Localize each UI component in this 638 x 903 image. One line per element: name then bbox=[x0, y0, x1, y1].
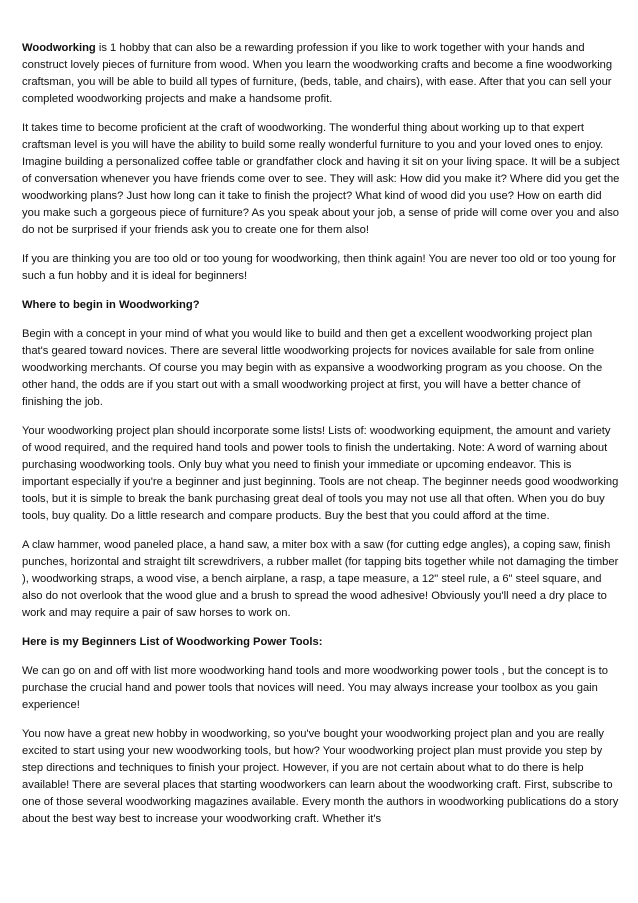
paragraph-age: If you are thinking you are too old or too young for woodworking, then think again! You are never too old or too young for such a fun hobby and it is ideal for beginners! bbox=[22, 253, 616, 282]
document-page bbox=[22, 40, 620, 840]
paragraph-hand-tools: A claw hammer, wood paneled place, a hand saw, a miter box with a saw (for cutting edge angles), a coping saw, finish punches, horizontal and straight tilt screwdrivers, a rubber mallet (for tapping bits together while not damaging the timber ), woodworking straps, a wood vise, a bench airplane, a rasp, a tape measure, a 12" steel rule, a 6" steel square, and also do not overlook that the wood glue and a brush to spread the wood adhesive! Obviously you'll need a dry place to work and may require a pair of saw horses to work on. bbox=[22, 539, 619, 619]
paragraph-toolbox: We can go on and off with list more woodworking hand tools and more woodworking power tools , but the concept is to purchase the crucial hand and power tools that novices will need. You may always increase your toolbox as you gain experience! bbox=[22, 665, 609, 711]
paragraph-intro bbox=[22, 40, 620, 108]
intro-text: is 1 hobby that can also be a rewarding profession if you like to work together with your hands and construct lovely pieces of furniture from wood. When you learn the woodworking crafts and become a fine woodworking craftsman, you will be able to build all types of furniture, (beds, table, and chairs), with ease. After that you can sell your completed woodworking projects and make a handsome profit. bbox=[22, 42, 613, 105]
heading-where-to-begin: Where to begin in Woodworking? bbox=[22, 299, 200, 311]
paragraph-new-hobby: You now have a great new hobby in woodworking, so you've bought your woodworking project plan and you are really excited to start using your new woodworking tools, but how? Your woodworking project plan must provide you step by step directions and techniques to finish your project. However, if you are not certain about what to do there is help available! There are several places that starting woodworkers can learn about the woodworking craft. First, subscribe to one of those several woodworking magazines available. Every month the authors in woodworking publications do a story about the best way best to increase your woodworking craft. Whether it's bbox=[22, 728, 619, 825]
paragraph-project-plan: Your woodworking project plan should incorporate some lists! Lists of: woodworking equipment, the amount and variety of wood required, and the required hand tools and power tools to finish the undertaking. Note: A word of warning about purchasing woodworking tools. Only buy what you need to finish your immediate or upcoming endeavor. This is important especially if you're a beginner and just beginning. Tools are not cheap. The beginner needs good woodworking tools, but it is simple to break the bank purchasing great deal of tools you may not use all that often. When you do buy tools, buy quality. Do a little research and compare products. Buy the best that you could afford at the time. bbox=[22, 425, 619, 522]
heading-power-tools: Here is my Beginners List of Woodworking Power Tools: bbox=[22, 636, 323, 648]
paragraph-proficiency: It takes time to become proficient at the craft of woodworking. The wonderful thing about working up to that expert craftsman level is you will have the ability to build some really wonderful furniture to you and your loved ones to enjoy. Imagine building a personalized coffee table or grandfather clock and having it sit on your living space. It will be a subject of conversation whenever you have friends come over to see. They will ask: How did you make it? Where did you get the woodworking plans? Just how long can it take to finish the project? What kind of wood did you use? How on earth did you make such a gorgeous piece of furniture? As you speak about your job, a sense of pride will come over you and also do not be surprised if your friends ask you to create one for them also! bbox=[22, 122, 620, 236]
paragraph-begin-concept: Begin with a concept in your mind of what you would like to build and then get a excellent woodworking project plan that's geared toward novices. There are several little woodworking projects for novices available for sale from online woodworking merchants. Of course you may begin with as expansive a woodworking program as you choose. On the other hand, the odds are if you start out with a small woodworking project at first, you will have a better chance of finishing the job. bbox=[22, 328, 603, 408]
intro-lead-word: Woodworking bbox=[22, 42, 96, 54]
